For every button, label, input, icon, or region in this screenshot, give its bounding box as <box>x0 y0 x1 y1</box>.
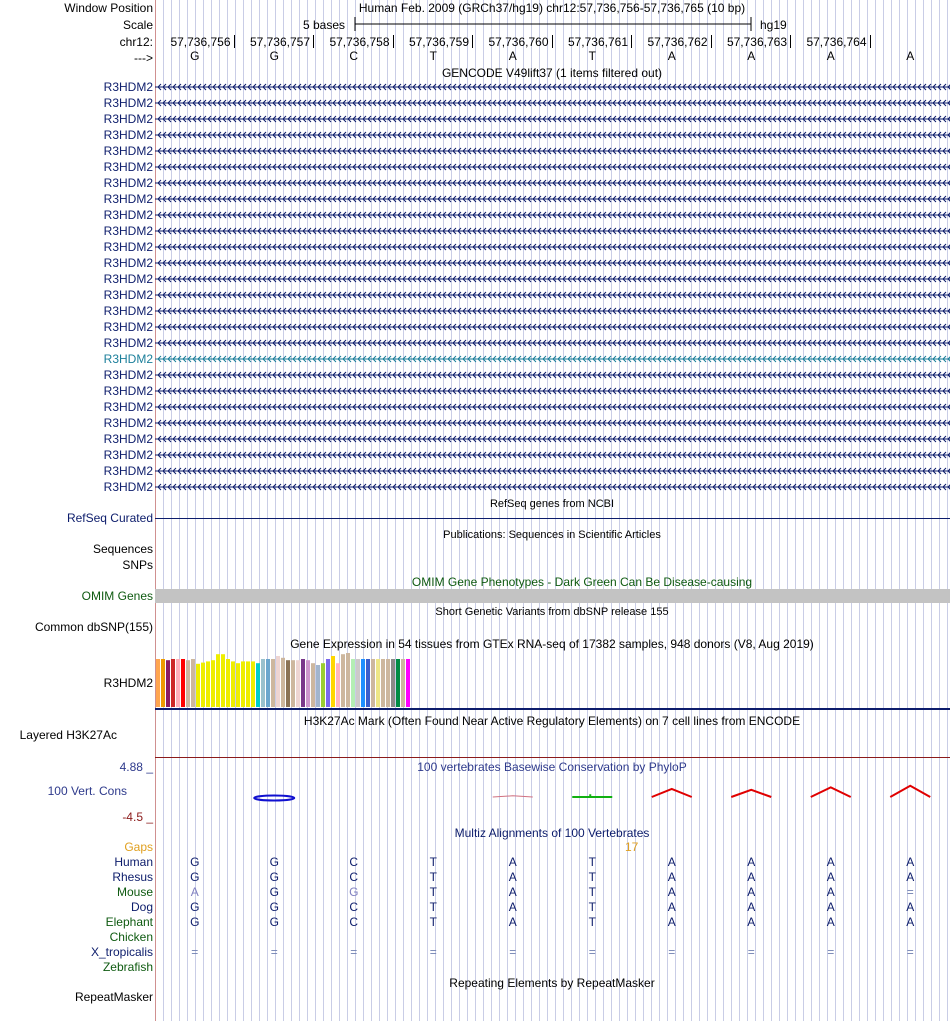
multiz-base: G <box>190 915 200 929</box>
multiz-base: = <box>906 885 914 899</box>
position-tick-label: 57,736,759 <box>408 35 469 49</box>
refseq-title: RefSeq genes from NCBI <box>489 498 615 510</box>
multiz-species-label[interactable]: Mouse <box>116 885 153 899</box>
phylop-max-label: 4.88 _ <box>119 760 153 774</box>
multiz-base: T <box>588 915 596 929</box>
multiz-base: C <box>349 870 359 884</box>
repeatmasker-title: Repeating Elements by RepeatMasker <box>449 976 655 990</box>
gencode-transcript-label[interactable]: R3HDM2 <box>103 384 153 398</box>
multiz-base: T <box>429 915 437 929</box>
h3k27ac-title: H3K27Ac Mark (Often Found Near Active Regulatory Elements) on 7 cell lines from ENCODE <box>303 714 801 728</box>
gencode-transcript-label[interactable]: R3HDM2 <box>103 352 153 366</box>
multiz-base: A <box>906 870 915 884</box>
multiz-base: A <box>747 915 756 929</box>
dbsnp-title: Short Genetic Variants from dbSNP release 155 <box>435 606 669 618</box>
multiz-base: T <box>588 870 596 884</box>
gtex-title: Gene Expression in 54 tissues from GTEx RNA-seq of 17382 samples, 948 donors (V8, Aug 2019) <box>290 637 814 651</box>
gencode-transcript-label[interactable]: R3HDM2 <box>103 368 153 382</box>
multiz-base: A <box>826 855 835 869</box>
multiz-base: C <box>349 855 359 869</box>
multiz-base: T <box>429 900 437 914</box>
gencode-transcript-label[interactable]: R3HDM2 <box>103 432 153 446</box>
multiz-base: G <box>269 915 279 929</box>
multiz-title: Multiz Alignments of 100 Vertebrates <box>454 826 650 840</box>
multiz-base: G <box>190 900 200 914</box>
multiz-base: = <box>588 945 596 959</box>
multiz-base: = <box>668 945 676 959</box>
multiz-species-label[interactable]: Dog <box>130 900 153 914</box>
phylop-base-glyph[interactable] <box>811 787 851 797</box>
multiz-base: = <box>270 945 278 959</box>
gencode-title: GENCODE V49lift37 (1 items filtered out) <box>441 66 663 80</box>
gencode-transcript-label[interactable]: R3HDM2 <box>103 112 153 126</box>
multiz-base: A <box>826 870 835 884</box>
gencode-transcript-label[interactable]: R3HDM2 <box>103 272 153 286</box>
phylop-base-glyph[interactable] <box>493 796 533 797</box>
multiz-base: G <box>349 885 359 899</box>
gencode-transcript-label[interactable]: R3HDM2 <box>103 288 153 302</box>
phylop-base-glyph[interactable] <box>890 786 930 797</box>
gencode-transcript-label[interactable]: R3HDM2 <box>103 304 153 318</box>
position-tick-label: 57,736,763 <box>726 35 787 49</box>
gencode-transcript-label[interactable]: R3HDM2 <box>103 176 153 190</box>
position-tick-label: 57,736,764 <box>806 35 867 49</box>
multiz-base: A <box>190 885 199 899</box>
multiz-base: = <box>191 945 199 959</box>
multiz-base: = <box>350 945 358 959</box>
multiz-base: A <box>906 855 915 869</box>
multiz-base: T <box>588 885 596 899</box>
multiz-species-label[interactable]: X_tropicalis <box>90 945 153 959</box>
dna-base: T <box>429 49 437 63</box>
gencode-transcript-label[interactable]: R3HDM2 <box>103 320 153 334</box>
gencode-transcript-label[interactable]: R3HDM2 <box>103 128 153 142</box>
multiz-base: A <box>508 885 517 899</box>
gencode-transcript-label[interactable]: R3HDM2 <box>103 448 153 462</box>
multiz-base: G <box>269 855 279 869</box>
multiz-base: A <box>826 915 835 929</box>
multiz-base: A <box>747 870 756 884</box>
gencode-transcript-label[interactable]: R3HDM2 <box>103 256 153 270</box>
multiz-base: A <box>508 870 517 884</box>
dbsnp-label[interactable]: Common dbSNP(155) <box>34 620 153 634</box>
chrom-label: chr12: <box>119 35 153 49</box>
dna-base: G <box>269 49 279 63</box>
multiz-base: A <box>667 855 676 869</box>
dna-base: A <box>747 49 756 63</box>
gencode-transcript-label[interactable]: R3HDM2 <box>103 160 153 174</box>
multiz-base: T <box>429 870 437 884</box>
multiz-base: A <box>826 885 835 899</box>
gencode-transcript-label[interactable]: R3HDM2 <box>103 224 153 238</box>
window-position-value: Human Feb. 2009 (GRCh37/hg19) chr12:57,736,756-57,736,765 (10 bp) <box>358 1 746 15</box>
publications-title: Publications: Sequences in Scientific Articles <box>443 529 661 541</box>
assembly-label: hg19 <box>760 18 787 32</box>
position-tick-label: 57,736,758 <box>329 35 390 49</box>
position-tick-label: 57,736,761 <box>567 35 628 49</box>
multiz-base: T <box>429 855 437 869</box>
gencode-transcript-label[interactable]: R3HDM2 <box>103 144 153 158</box>
position-tick-label: 57,736,762 <box>647 35 708 49</box>
multiz-species-label[interactable]: Rhesus <box>112 870 153 884</box>
multiz-base: A <box>747 855 756 869</box>
multiz-base: A <box>906 900 915 914</box>
multiz-base: C <box>349 915 359 929</box>
dna-base: C <box>349 49 359 63</box>
publications-label-sequences[interactable]: Sequences <box>92 542 153 556</box>
multiz-base: A <box>667 885 676 899</box>
multiz-base: = <box>906 945 914 959</box>
multiz-base: G <box>190 870 200 884</box>
dna-base: T <box>588 49 596 63</box>
multiz-base: A <box>906 915 915 929</box>
multiz-base: A <box>667 900 676 914</box>
position-tick-label: 57,736,760 <box>488 35 549 49</box>
multiz-base: A <box>667 915 676 929</box>
multiz-base: C <box>349 900 359 914</box>
gencode-transcript-label[interactable]: R3HDM2 <box>103 416 153 430</box>
publications-label-snps[interactable]: SNPs <box>122 558 153 572</box>
phylop-plot[interactable] <box>155 0 950 830</box>
gencode-transcript-label[interactable]: R3HDM2 <box>103 96 153 110</box>
scale-label: Scale <box>122 18 153 32</box>
multiz-gap-count: 17 <box>625 840 639 854</box>
gencode-transcript-label[interactable]: R3HDM2 <box>103 192 153 206</box>
refseq-label[interactable]: RefSeq Curated <box>66 511 153 525</box>
multiz-base: A <box>508 855 517 869</box>
omim-title: OMIM Gene Phenotypes - Dark Green Can Be Disease-causing <box>411 575 753 589</box>
gencode-transcript-label[interactable]: R3HDM2 <box>103 464 153 478</box>
multiz-base: A <box>747 885 756 899</box>
dna-base: A <box>906 49 915 63</box>
multiz-base: A <box>508 900 517 914</box>
multiz-species-label[interactable]: Chicken <box>109 930 153 944</box>
dna-base: A <box>508 49 517 63</box>
track-image-area[interactable] <box>155 0 950 1021</box>
multiz-base: A <box>667 870 676 884</box>
multiz-species-label[interactable]: Zebrafish <box>102 960 153 974</box>
multiz-base: = <box>747 945 755 959</box>
repeatmasker-label[interactable]: RepeatMasker <box>74 990 153 1004</box>
phylop-base-glyph[interactable] <box>572 794 612 797</box>
multiz-base: G <box>269 885 279 899</box>
multiz-base: T <box>429 885 437 899</box>
multiz-species-label[interactable]: Human <box>114 855 153 869</box>
strand-label: ---> <box>134 51 153 65</box>
multiz-base: A <box>826 900 835 914</box>
multiz-base: = <box>827 945 835 959</box>
multiz-base: G <box>190 855 200 869</box>
multiz-base: A <box>508 915 517 929</box>
dna-base: G <box>190 49 200 63</box>
multiz-base: G <box>269 900 279 914</box>
gencode-transcript-label[interactable]: R3HDM2 <box>103 240 153 254</box>
gencode-transcript-label[interactable]: R3HDM2 <box>103 480 153 494</box>
window-position-label: Window Position <box>64 1 153 15</box>
gencode-transcript-label[interactable]: R3HDM2 <box>103 80 153 94</box>
multiz-species-label[interactable]: Elephant <box>105 915 153 929</box>
position-tick-label: 57,736,756 <box>170 35 231 49</box>
multiz-base: = <box>509 945 517 959</box>
multiz-base: G <box>269 870 279 884</box>
multiz-base: T <box>588 900 596 914</box>
gencode-transcript-label[interactable]: R3HDM2 <box>103 400 153 414</box>
phylop-label[interactable]: 100 Vert. Cons <box>47 784 127 798</box>
h3k27ac-label[interactable]: Layered H3K27Ac <box>19 728 117 742</box>
position-tick-label: 57,736,757 <box>249 35 310 49</box>
phylop-base-glyph[interactable] <box>254 796 294 801</box>
dna-base: A <box>826 49 835 63</box>
dna-base: A <box>667 49 676 63</box>
phylop-base-glyph[interactable] <box>731 790 771 797</box>
phylop-min-label: -4.5 _ <box>122 810 153 824</box>
multiz-base: = <box>429 945 437 959</box>
scale-value: 5 bases <box>302 18 346 32</box>
gtex-label[interactable]: R3HDM2 <box>103 676 153 690</box>
multiz-base: T <box>588 855 596 869</box>
multiz-gaps-label: Gaps <box>124 840 153 854</box>
gencode-transcript-label[interactable]: R3HDM2 <box>103 208 153 222</box>
phylop-base-glyph[interactable] <box>652 789 692 797</box>
gencode-transcript-label[interactable]: R3HDM2 <box>103 336 153 350</box>
phylop-title: 100 vertebrates Basewise Conservation by PhyloP <box>417 760 687 774</box>
multiz-base: A <box>747 900 756 914</box>
omim-label[interactable]: OMIM Genes <box>81 589 153 603</box>
